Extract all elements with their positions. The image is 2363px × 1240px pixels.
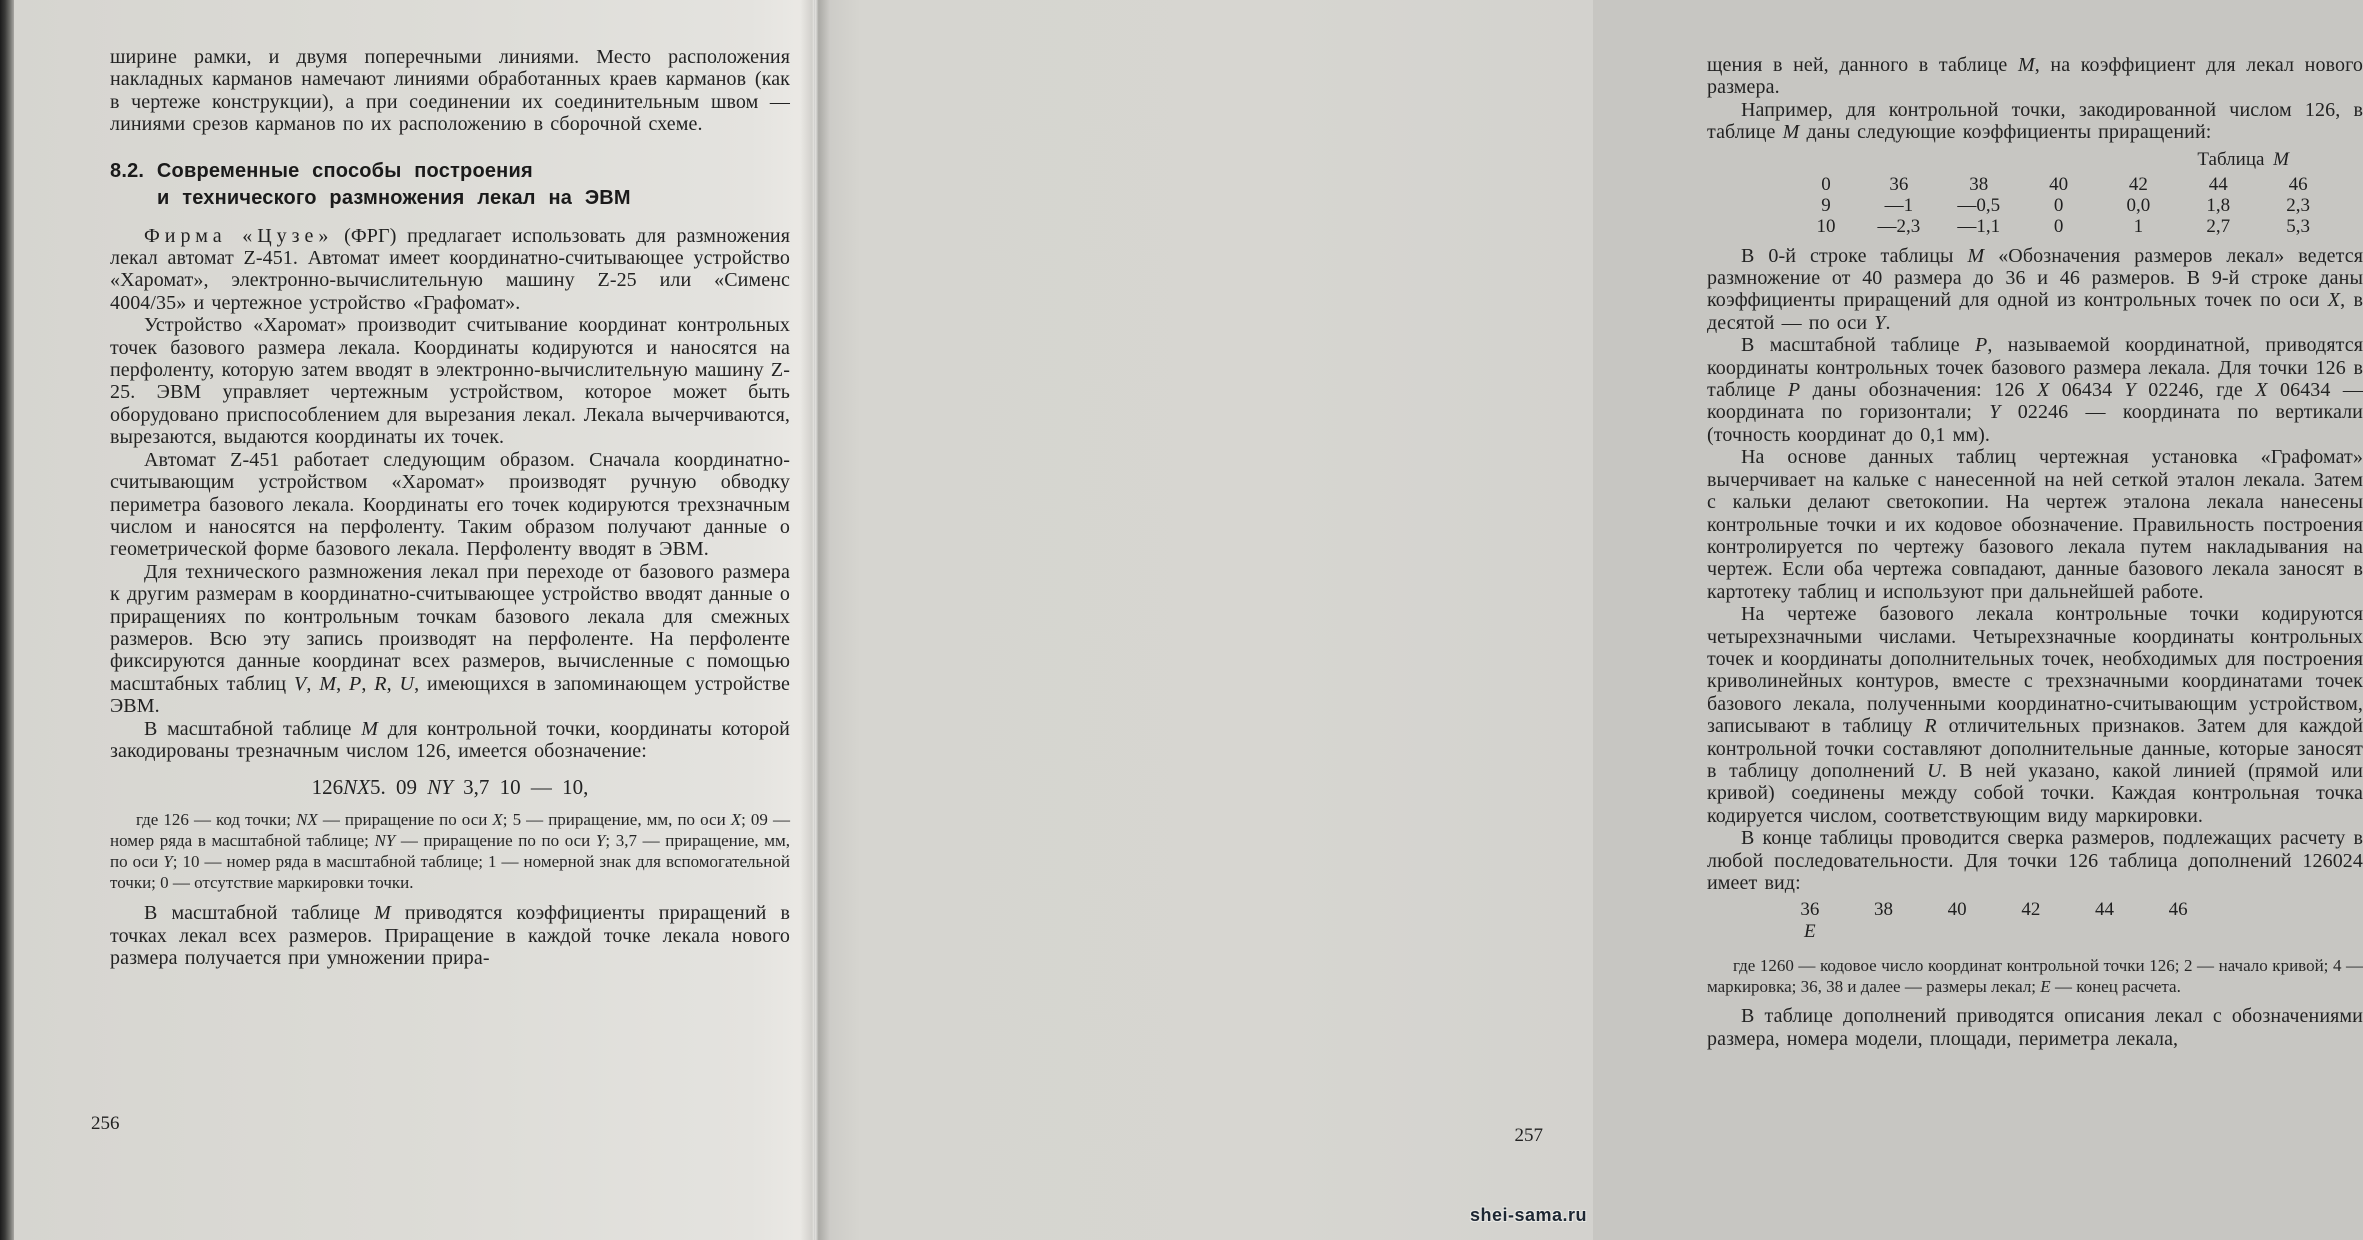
page-right-text-column [1707, 54, 2363, 1050]
paragraph-automat-z451: Автомат Z-451 работает следующим образом. Сначала координатно-считывающим устройством «Харомат» производят ручную обводку периметра базового лекала. Координаты его точек кодируются трехзначным числом и наносятся на перфоленту. Таким образом получают данные о геометрической форме базового лекала. Перфоленту вводят в ЭВМ. [110, 448, 790, 561]
paragraph-pockets: ширине рамки, и двумя поперечными линиями. Место расположения накладных карманов намечают линиями обработанных краев карманов (как в чертеже конструкции), а при соединении их соединительным швом — линиями срезов карманов по их расположению в сборочной схеме. [110, 46, 790, 136]
table-m-cell: —2,3 [1877, 215, 1921, 237]
heading-line-1: 8.2. Современные способы построения [110, 159, 533, 182]
table-m-cell: 5,3 [2286, 215, 2310, 237]
paragraph-continuation: щения в ней, данного в таблице М, на коэффициент для лекал нового размера. [1707, 54, 2363, 99]
paragraph-razmnozhenie: Для технического размножения лекал при переходе от базового размера к другим размерам в координатно-считывающее устройство вводят данные о приращениях по контрольным точкам базового лекала для смежных размеров. Всю эту запись производят на перфоленте. На перфоленте фиксируются данные координат всех размеров, вычисленные с помощью масштабных таблиц V, M, P, R, U, имеющихся в запоминающем устройстве ЭВМ. [110, 560, 790, 718]
paragraph-naprimer: Например, для контрольной точки, закодированной числом 126, в таблице М даны следующие коэффициенты приращений: [1707, 98, 2363, 144]
paragraph-chertezh-coding: На чертеже базового лекала контрольные точки кодируются четырехзначными числами. Четырехзначные координаты контрольных точек и координаты дополнительных точек, необходимых для построения криволинейных контуров, вместе с трехзначными координатами точек базового лекала, полученными координатно-считывающим устройством, записывают в таблицу R отличительных признаков. Затем для каждой контрольной точки составляют дополнительные данные, которые заносят в таблицу дополнений U. В ней указано, какой линией (прямой или кривой) соединены между собой точки. Каждая контрольная точка кодируется числом, соответствующим виду маркировки. [1707, 603, 2363, 827]
table-m-cell: —1,1 [1957, 215, 2001, 237]
page-left [14, 0, 814, 1240]
table-m-cell: 0 [2053, 215, 2064, 237]
page-number-right: 257 [1514, 1125, 1543, 1146]
table-m-cell: 36 [1889, 173, 1909, 195]
additions-table-cell: 40 [1947, 899, 1967, 921]
heading-line-2: и технического размножения лекал на ЭВМ [157, 186, 631, 209]
paragraph-sverka: В конце таблицы проводится сверка размеров, подлежащих расчету в любой последовательности. Для точки 126 таблица дополнений 126024 имеет вид: [1707, 827, 2363, 894]
page-right [814, 0, 2363, 1240]
firma-zuse-rest-text: (ФРГ) предлагает использовать для размножения лекал автомат Z-451. Автомат имеет координатно-считывающее устройство «Харомат», электронно-вычислительную машину Z-25 или «Сименс 4004/35» и чертежное устройство «Графомат». [110, 224, 790, 314]
paragraph-table-m-intro: В масштабной таблице М для контрольной точки, координаты которой закодированы трезначным числом 126, имеется обозначение: [110, 717, 790, 762]
table-m-cell: 10 [1816, 215, 1836, 237]
additions-table-cell: 36 [1800, 899, 1820, 921]
table-m-cell: 1 [2133, 215, 2144, 237]
code-formula: 126NX5. 09 NY 3,7 10 — 10, [311, 775, 589, 800]
footnote-additions-explanation: где 1260 — кодовое число координат контрольной точки 126; 2 — начало кривой; 4 — маркировка; 36, 38 и далее — размеры лекал; Е — конец расчета. [1707, 956, 2363, 997]
table-m-cell: —1 [1884, 194, 1914, 216]
table-m-cell: 9 [1821, 194, 1831, 216]
footnote-code-explanation: где 126 — код точки; NX — приращение по оси X; 5 — приращение, мм, по оси X; 09 — номер ряда в масштабной таблице; NY — приращение по по оси Y; 3,7 — приращение, мм, по оси Y; 10 — номер ряда в масштабной таблице; 1 — номерной знак для вспомогательной точки; 0 — отсутствие маркировки точки. [110, 810, 791, 893]
table-m-cell: 0 [2053, 194, 2064, 216]
table-m-caption: Таблица М [2197, 148, 2289, 170]
additions-table-end-row [1773, 921, 2215, 943]
paragraph-coefficients: В масштабной таблице М приводятся коэффициенты приращений в точках лекал всех размеров. Приращение в каждой точке лекала нового размера получается при умножении прира- [110, 902, 790, 970]
table-m-cell: 1,8 [2206, 194, 2231, 216]
paragraph-table-p: В масштабной таблице Р, называемой координатной, приводятся координаты контрольных точек базового размера лекала. Для точки 126 в таблице Р даны обозначения: 126 X 06434 Y 02246, где X 06434 — координата по горизонтали; Y 02246 — координата по вертикали (точность координат до 0,1 мм). [1707, 334, 2363, 446]
table-m-cell: 46 [2288, 173, 2308, 195]
book-spine-edge [0, 0, 14, 1240]
additions-table-cell: 46 [2168, 899, 2188, 921]
paragraph-firma-zuse [110, 225, 790, 315]
firma-zuse-spaced-text: Фирма «Цузе» [144, 224, 334, 247]
page-left-text-column [110, 46, 790, 970]
page-number-left: 256 [91, 1113, 120, 1134]
table-m-cell: 0 [1821, 173, 1831, 195]
table-m [1793, 174, 2338, 237]
section-heading-8-2 [110, 158, 790, 212]
table-m-cell: 38 [1969, 173, 1989, 195]
paragraph-row-0: В 0-й строке таблицы М «Обозначения размеров лекал» ведется размножение от 40 размера до 36 и 46 размеров. В 9-й строке даны коэффициенты приращений для одной из контрольных точек по оси X, в десятой — по оси Y. [1707, 244, 2363, 334]
additions-table-sizes-row [1773, 899, 2215, 921]
additions-table-end-mark: Е [1804, 921, 1816, 943]
additions-table-cell: 38 [1873, 899, 1893, 921]
table-m-cell: —0,5 [1957, 194, 2001, 216]
paragraph-haromat: Устройство «Харомат» производит считывание координат контрольных точек базового размера лекала. Координаты кодируются и наносятся на перфоленту, которую затем вводят в электронно-вычислительную машину Z-25. ЭВМ управляет чертежным устройством, которое может быть оборудовано приспособлением для вырезания лекал. Лекала вычерчиваются, вырезаются, выдаются координаты их точек. [110, 314, 790, 449]
table-m-cell: 2,7 [2206, 215, 2231, 237]
watermark: shei-sama.ru [1469, 1205, 1587, 1225]
paragraph-additions-table: В таблице дополнений приводятся описания лекал с обозначениями размера, номера модели, площади, периметра лекала, [1707, 1005, 2363, 1050]
table-m-cell: 44 [2208, 173, 2228, 195]
table-m-cell: 40 [2049, 173, 2069, 195]
additions-table-cell: 44 [2094, 899, 2114, 921]
table-m-cell: 2,3 [2286, 194, 2310, 216]
page-gutter-shadow [800, 0, 830, 1240]
additions-table-cell: 42 [2021, 899, 2041, 921]
table-m-cell: 42 [2128, 173, 2148, 195]
paragraph-grafomat: На основе данных таблиц чертежная установка «Графомат» вычерчивает на кальке с нанесенной на ней сеткой эталон лекала. Затем с кальки делают светокопии. На чертеж эталона лекала нанесены контрольные точки и их кодовое обозначение. Правильность построения контролируется по чертежу базового лекала путем накладывания на чертеж. Если оба чертежа совпадают, данные базового лекала заносят в картотеку таблиц и используют при дальнейшей работе. [1707, 446, 2363, 603]
table-m-cell: 0,0 [2126, 194, 2151, 216]
